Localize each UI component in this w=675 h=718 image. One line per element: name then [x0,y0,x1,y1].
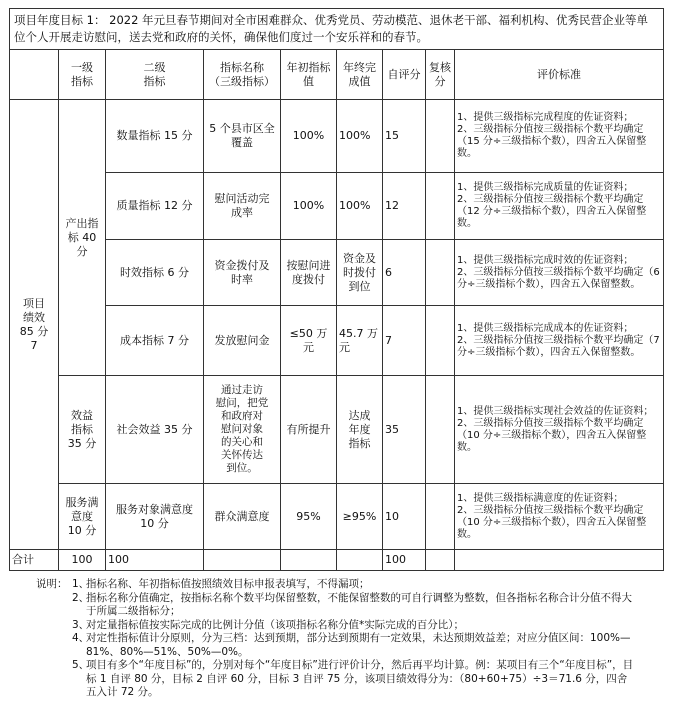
indicator-name: 慰问活动完 成率 [204,173,281,240]
review-score [426,100,455,173]
header-final-value: 年终完 成值 [337,50,383,100]
level2-cell: 质量指标 12 分 [106,173,204,240]
header-criteria: 评价标准 [455,50,664,100]
table-row [10,100,664,173]
header-self-score: 自评分 [383,50,426,100]
note-number: 5、 [72,659,90,671]
note-text: 项目有多个“年度目标”的，分别对每个“年度目标”进行评价计分，然后再平均计算。例：某项目有三个“年度目标”，目标 1 自评 80 分，目标 2 自评 60 分，目标 3 自评 75 分，该项目绩效得分为：（80+60+75）÷3＝71.6 分，四舍五入计 72 分。 [86,659,634,698]
review-score [426,376,455,484]
note-text: 对定性指标值计分原则，分为三档：达到预期，部分达到预期有一定效果，未达预期效益差；对应分值区间：100%—81%、80%—51%、50%—0%。 [86,632,631,658]
table-row [10,173,664,240]
header-indicator-name: 指标名称 （三级指标） [204,50,281,100]
self-score: 15 [383,100,426,173]
note-number: 4、 [72,632,90,644]
annual-goal: 项目年度目标 1： 2022 年元旦春节期间对全市困难群众、优秀党员、劳动模范、退休老干部、福利机构、优秀民营企业等单位个人开展走访慰问，送去党和政府的关怀，确保他们度过一个安乐祥和的春节。 [10,9,664,50]
self-score: 10 [383,484,426,550]
review-score [426,484,455,550]
initial-value: ≤50 万 元 [281,306,337,376]
total-level1: 100 [59,550,106,571]
header-level2: 二级 指标 [106,50,204,100]
total-label: 合计 [10,550,59,571]
total-blank [281,550,337,571]
evaluation-document [9,8,663,571]
initial-value: 95% [281,484,337,550]
level1-benefit: 效益 指标 35 分 [59,376,106,484]
table-row [10,376,664,484]
final-value: 达成 年度 指标 [337,376,383,484]
total-blank [204,550,281,571]
final-value: ≥95% [337,484,383,550]
table-row [10,240,664,306]
note-number: 1、 [72,578,90,590]
note-text: 指标名称分值确定，按指标名称个数平均保留整数，不能保留整数的可自行调整为整数，但各指标名称合计分值不得大于所属二级指标分； [86,591,632,617]
criteria: 1、提供三级指标完成成本的佐证资料； 2、三级指标分值按三级指标个数平均确定（7 分÷三级指标个数），四舍五入保留整数。 [455,306,664,376]
indicator-name: 发放慰问金 [204,306,281,376]
self-score: 6 [383,240,426,306]
header-level1: 一级 指标 [59,50,106,100]
final-value: 100% [337,173,383,240]
indicator-name: 群众满意度 [204,484,281,550]
total-level2: 100 [106,550,204,571]
indicator-name: 通过走访 慰问，把党 和政府对 慰问对象 的关心和 关怀传达 到位。 [204,376,281,484]
initial-value: 100% [281,100,337,173]
note-item [36,659,636,700]
level2-cell: 数量指标 15 分 [106,100,204,173]
criteria: 1、提供三级指标实现社会效益的佐证资料； 2、三级指标分值按三级指标个数平均确定（10 分÷三级指标个数），四舍五入保留整数。 [455,376,664,484]
project-performance-cell: 项目 绩效 85 分 7 [10,100,59,550]
indicator-name: 5 个县市区全 覆盖 [204,100,281,173]
self-score: 12 [383,173,426,240]
note-item [36,578,636,592]
table-row [10,484,664,550]
table-row [10,306,664,376]
final-value: 资金及 时拨付 到位 [337,240,383,306]
total-blank [337,550,383,571]
notes-label: 说明： [36,578,68,590]
total-self-score: 100 [383,550,426,571]
total-blank [455,550,664,571]
header-blank [10,50,59,100]
criteria: 1、提供三级指标完成质量的佐证资料； 2、三级指标分值按三级指标个数平均确定（12 分÷三级指标个数），四舍五入保留整数。 [455,173,664,240]
note-text: 对定量指标值按实际完成的比例计分值（该项指标名称分值*实际完成的百分比）； [86,618,464,631]
level2-cell: 时效指标 6 分 [106,240,204,306]
final-value: 100% [337,100,383,173]
criteria: 1、提供三级指标完成程度的佐证资料； 2、三级指标分值按三级指标个数平均确定（15 分÷三级指标个数），四舍五入保留整数。 [455,100,664,173]
self-score: 35 [383,376,426,484]
review-score [426,306,455,376]
review-score [426,240,455,306]
header-row [10,50,664,100]
final-value: 45.7 万 元 [337,306,383,376]
header-review-score: 复核 分 [426,50,455,100]
initial-value: 100% [281,173,337,240]
level1-output: 产出指 标 40 分 [59,100,106,376]
performance-table [9,8,664,571]
criteria: 1、提供三级指标完成时效的佐证资料； 2、三级指标分值按三级指标个数平均确定（6 分÷三级指标个数），四舍五入保留整数。 [455,240,664,306]
initial-value: 有所提升 [281,376,337,484]
level2-cell: 成本指标 7 分 [106,306,204,376]
note-text: 指标名称、年初指标值按照绩效目标申报表填写，不得漏项； [86,578,370,590]
initial-value: 按慰问进 度拨付 [281,240,337,306]
level2-cell: 服务对象满意度 10 分 [106,484,204,550]
review-score [426,173,455,240]
note-item [36,632,636,659]
level2-cell: 社会效益 35 分 [106,376,204,484]
note-item [36,592,636,619]
indicator-name: 资金拨付及 时率 [204,240,281,306]
note-number: 3、 [72,618,90,631]
total-blank [426,550,455,571]
total-row [10,550,664,571]
notes-section [36,578,636,700]
note-item [36,619,636,633]
note-number: 2、 [72,591,90,604]
criteria: 1、提供三级指标满意度的佐证资料； 2、三级指标分值按三级指标个数平均确定（10 分÷三级指标个数），四舍五入保留整数。 [455,484,664,550]
level1-satisfaction: 服务满 意度 10 分 [59,484,106,550]
self-score: 7 [383,306,426,376]
header-initial-value: 年初指标 值 [281,50,337,100]
